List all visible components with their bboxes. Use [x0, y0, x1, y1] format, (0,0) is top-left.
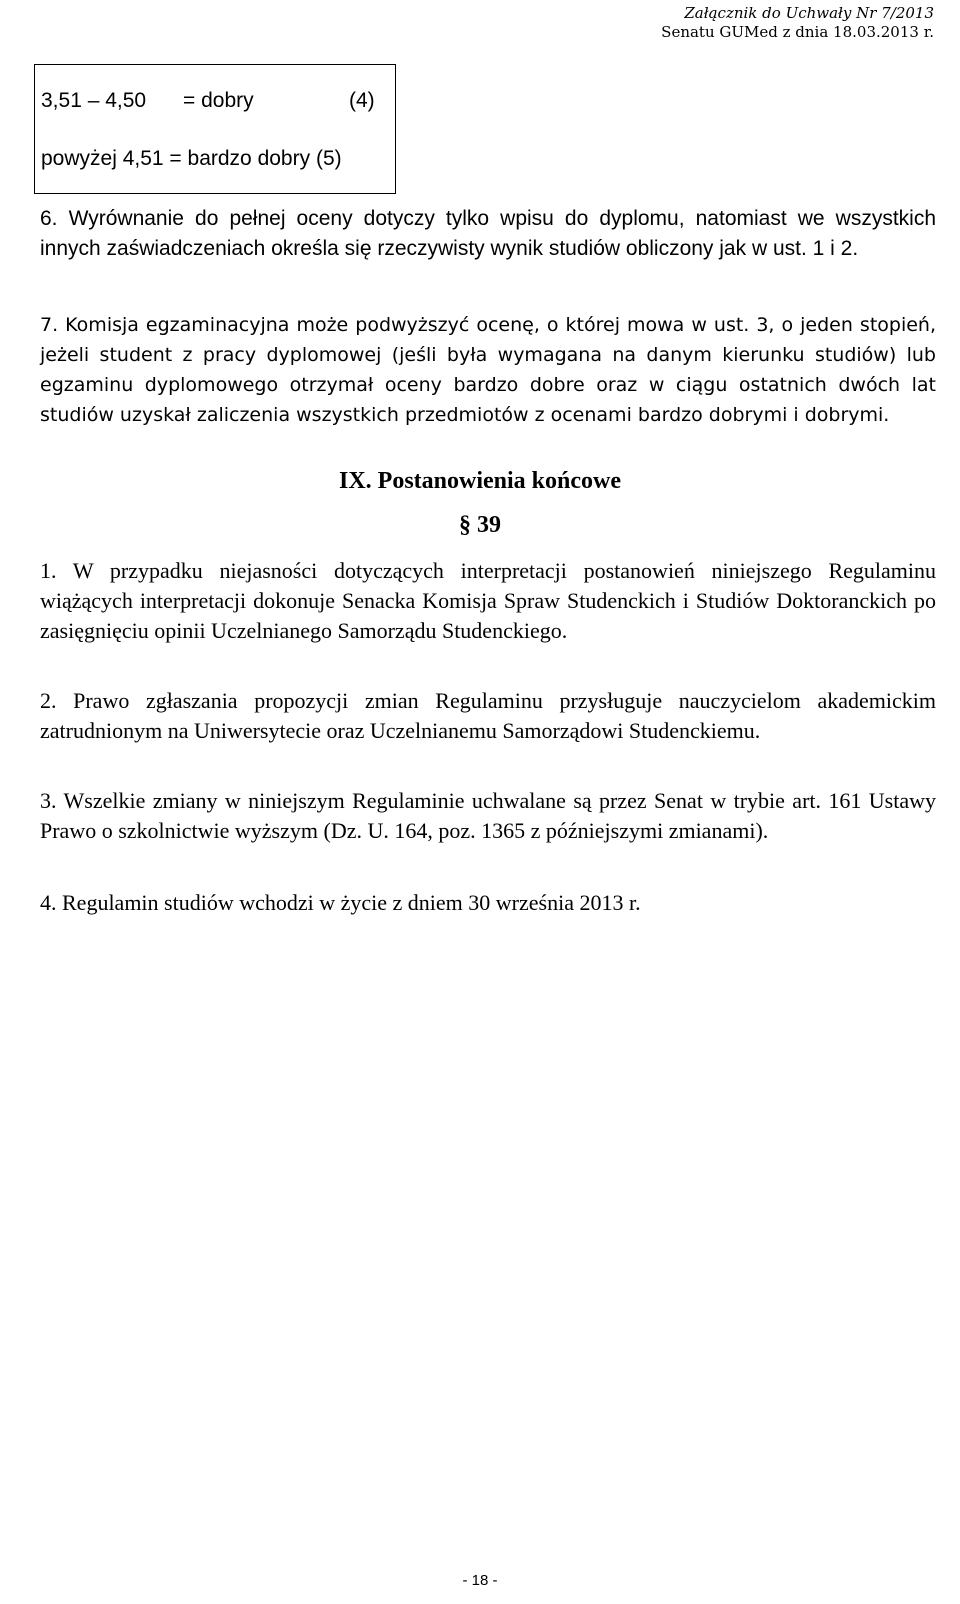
item-text: Wyrównanie do pełnej oceny dotyczy tylko wpisu do dyplomu, natomiast we wszystkich innych zaświadczeniach określa się rzeczywisty wynik studiów obliczony jak w ust. 1 i 2. [40, 207, 937, 260]
header-senate-line: Senatu GUMed z dnia 18.03.2013 r. [661, 23, 934, 41]
item-text: W przypadku niejasności dotyczących interpretacji postanowień niniejszego Regulaminu wiążących interpretacji dokonuje Senacka Komisja Spraw Studenckich i Studiów Doktoranckich po zasięgnięciu opinii Uczelnianego Samorządu Studenckiego. [40, 558, 936, 643]
grade-range: powyżej 4,51 [41, 147, 164, 170]
item-text: Prawo zgłaszania propozycji zmian Regulaminu przysługuje nauczycielom akademickim zatrudnionym na Uniwersytecie oraz Uczelnianemu Samorządowi Studenckiemu. [40, 688, 936, 743]
list-item-7 [40, 310, 936, 430]
grade-value: (5) [315, 147, 342, 170]
item-number: 4. [40, 890, 57, 915]
list-item-2 [40, 686, 936, 746]
item-text: Wszelkie zmiany w niniejszym Regulaminie uchwalane są przez Senat w trybie art. 161 Ustawy Prawo o szkolnictwie wyższym (Dz. U. 164, poz. 1365 z późniejszymi zmianami). [40, 788, 936, 843]
grade-row-good [41, 89, 375, 113]
page-number: - 18 - [462, 1572, 498, 1589]
item-number: 7. [40, 314, 59, 336]
item-number: 6. [40, 207, 58, 230]
header-attachment-line: Załącznik do Uchwały Nr 7/2013 [684, 4, 934, 22]
grade-range: 3,51 – 4,50 [41, 89, 147, 112]
grade-label: = dobry [183, 89, 254, 112]
page-header [661, 4, 934, 42]
grade-row-very-good [41, 147, 342, 171]
section-title: IX. Postanowienia końcowe [338, 468, 621, 494]
item-number: 1. [40, 558, 57, 583]
paragraph-number: § 39 [459, 512, 501, 538]
item-number: 2. [40, 688, 57, 713]
item-text: Komisja egzaminacyjna może podwyższyć ocenę, o której mowa w ust. 3, o jeden stopień, jeżeli student z pracy dyplomowej (jeśli była wymagana na danym kierunku studiów) lub egzaminu dyplomowego otrzymał oceny bardzo dobre oraz w ciągu ostatnich dwóch lat studiów uzyskał zaliczenia wszystkich przedmiotów z ocenami bardzo dobrymi i dobrymi. [40, 314, 937, 426]
list-item-1 [40, 556, 936, 646]
grade-value: (4) [349, 89, 375, 112]
grade-scale-box [34, 64, 396, 194]
grade-label: = bardzo dobry [169, 147, 311, 170]
item-text: Regulamin studiów wchodzi w życie z dniem 30 września 2013 r. [62, 890, 641, 915]
item-number: 3. [40, 788, 57, 813]
list-item-4 [40, 888, 936, 918]
list-item-6 [40, 204, 936, 264]
list-item-3 [40, 786, 936, 846]
